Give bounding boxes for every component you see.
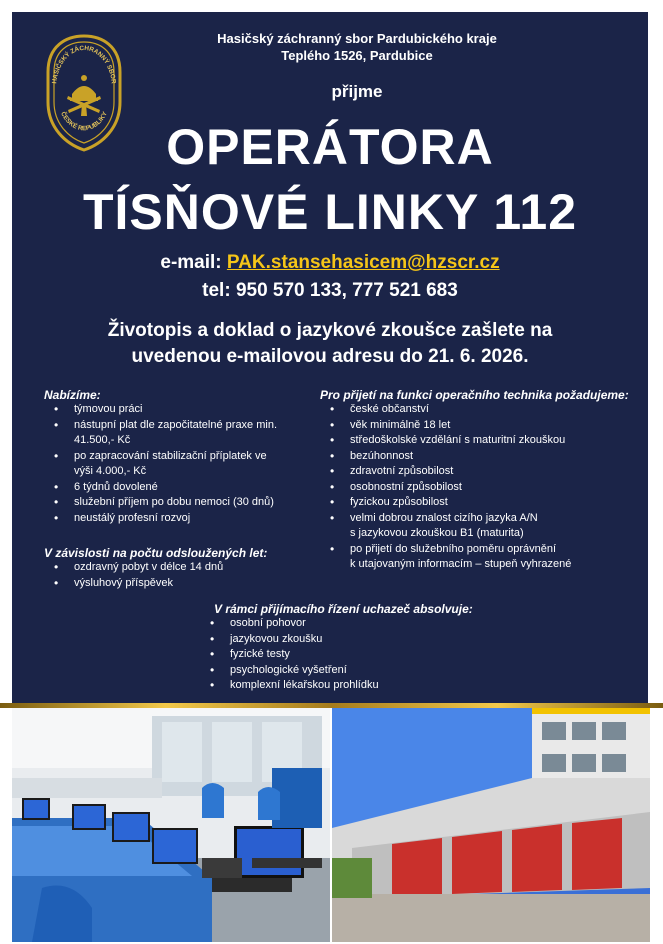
list-item: • psychologické vyšetření	[200, 663, 520, 679]
offer-list	[44, 402, 314, 526]
list-item: • středoškolské vzdělání s maturitní zkouškou	[320, 433, 645, 449]
selection-process-section	[200, 602, 520, 694]
recruitment-poster	[12, 12, 648, 705]
list-item: • neustálý profesní rozvoj	[44, 511, 314, 527]
list-item: • po přijetí do služebního poměru oprávnění	[320, 542, 645, 558]
list-item: k utajovaným informacím – stupeň vyhrazené	[350, 558, 572, 570]
organization-name: Hasičský záchranný sbor Pardubického kraje	[217, 31, 497, 46]
process-heading: V rámci přijímacího řízení uchazeč absolvuje:	[214, 602, 473, 616]
service-list	[44, 560, 314, 591]
list-item: • osobní pohovor	[200, 616, 520, 632]
list-item: 41.500,- Kč	[74, 434, 131, 446]
list-item: s jazykovou zkouškou B1 (maturita)	[350, 527, 524, 539]
dispatch-center-photo	[12, 708, 330, 942]
cv-line1: Životopis a doklad o jazykové zkoušce zašlete na	[107, 320, 553, 341]
list-item: • české občanství	[320, 402, 645, 418]
list-item: • osobnostní způsobilost	[320, 480, 645, 496]
list-item: • ozdravný pobyt v délce 14 dnů	[44, 560, 314, 576]
organization-address: Teplého 1526, Pardubice	[281, 48, 433, 63]
service-heading: V závislosti na počtu odsloužených let:	[44, 546, 268, 560]
list-item: • nástupní plat dle započitatelné praxe min.	[44, 418, 314, 434]
organization-header	[132, 30, 582, 64]
job-title-line1: OPERÁTORA	[166, 119, 494, 175]
list-item: • týmovou práci	[44, 402, 314, 418]
list-item: • služební příjem po dobu nemoci (30 dnů)	[44, 495, 314, 511]
cv-line2: uvedenou e-mailovou adresu do 21. 6. 2026.	[131, 346, 529, 367]
phone-line	[12, 280, 648, 302]
list-item: • fyzické testy	[200, 647, 520, 663]
phone-numbers: 950 570 133, 777 521 683	[235, 280, 458, 301]
list-item: • bezúhonnost	[320, 449, 645, 465]
requirements-list	[320, 402, 645, 573]
list-item: • jazykovou zkoušku	[200, 632, 520, 648]
offer-heading: Nabízíme:	[44, 388, 101, 402]
hires-label: přijme	[331, 82, 383, 101]
logo-bottom-text: ČESKÉ REPUBLIKY	[59, 110, 109, 133]
email-link[interactable]: PAK.stansehasicem@hzscr.cz	[226, 252, 500, 273]
service-section	[44, 546, 314, 591]
process-list	[200, 616, 520, 694]
offer-section	[44, 388, 314, 526]
phone-label: tel:	[202, 280, 231, 301]
list-item: • po zapracování stabilizační příplatek ve	[44, 449, 314, 465]
requirements-heading: Pro přijetí na funkci operačního technika požadujeme:	[320, 388, 629, 402]
logo-top-text: HASIČSKÝ ZÁCHRANNÝ SBOR	[51, 44, 117, 85]
list-item: • fyzickou způsobilost	[320, 495, 645, 511]
email-line	[12, 252, 648, 274]
list-item: • velmi dobrou znalost cizího jazyka A/N	[320, 511, 645, 527]
list-item: • 6 týdnů dovolené	[44, 480, 314, 496]
email-label: e-mail:	[160, 252, 222, 273]
list-item: • věk minimálně 18 let	[320, 418, 645, 434]
list-item: • komplexní lékařskou prohlídku	[200, 678, 520, 694]
list-item: • zdravotní způsobilost	[320, 464, 645, 480]
cv-instructions	[52, 318, 608, 370]
requirements-section	[320, 388, 645, 573]
list-item: výši 4.000,- Kč	[74, 465, 147, 477]
fire-station-photo	[332, 708, 650, 942]
list-item: • výsluhový příspěvek	[44, 576, 314, 592]
job-title-line2: TÍSŇOVÉ LINKY 112	[82, 184, 578, 240]
